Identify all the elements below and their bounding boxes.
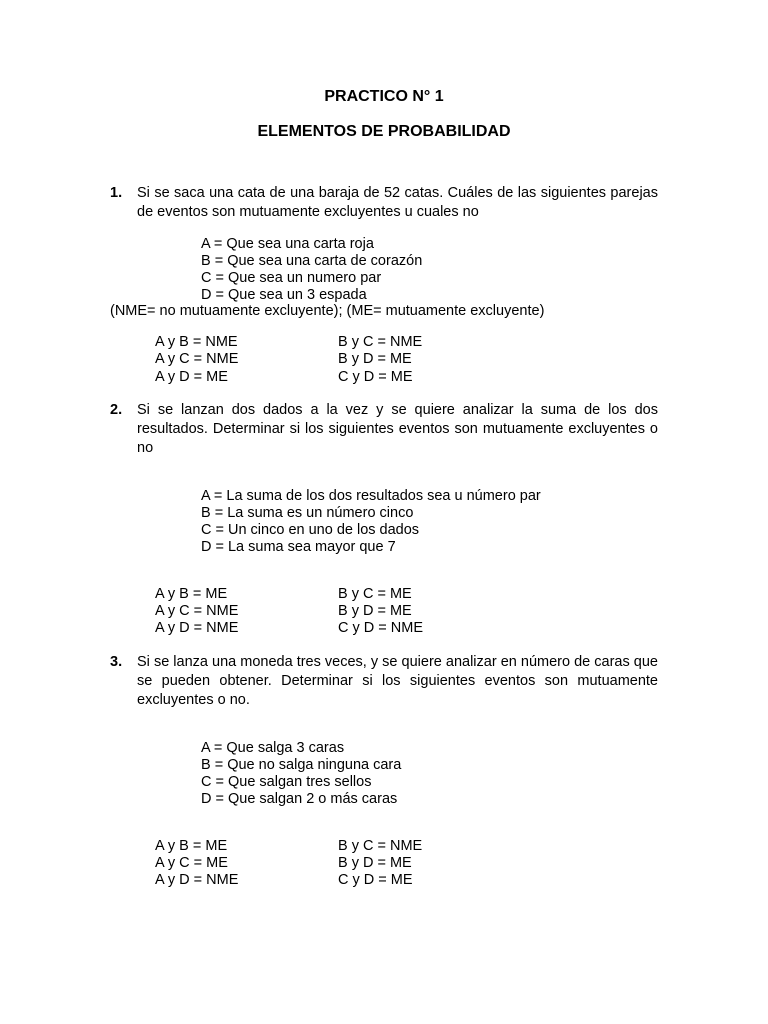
event-c: C = Que salgan tres sellos [201, 774, 372, 790]
question-2 [110, 401, 658, 458]
answer-b-d: B y D = ME [338, 603, 412, 619]
event-d: D = Que sea un 3 espada [201, 287, 367, 303]
answer-b-d: B y D = ME [338, 351, 412, 367]
answer-a-c: A y C = ME [155, 855, 228, 871]
answer-a-c: A y C = NME [155, 603, 239, 619]
answer-a-d: A y D = ME [155, 369, 228, 385]
question-text: Si se lanza una moneda tres veces, y se quiere analizar en número de caras que se pueden obtener. Determinar si los siguientes eventos son mutuamente excluyentes o no. [137, 654, 658, 708]
answer-b-d: B y D = ME [338, 855, 412, 871]
document-subtitle: ELEMENTOS DE PROBABILIDAD [257, 123, 511, 140]
abbreviation-note: (NME= no mutuamente excluyente); (ME= mutuamente excluyente) [110, 303, 545, 319]
event-c: C = Un cinco en uno de los dados [201, 522, 420, 538]
question-1 [110, 184, 658, 222]
answer-c-d: C y D = ME [338, 872, 413, 888]
answer-a-d: A y D = NME [155, 872, 239, 888]
event-d: D = Que salgan 2 o más caras [201, 791, 398, 807]
answer-b-c: B y C = NME [338, 334, 423, 350]
event-b: B = La suma es un número cinco [201, 505, 414, 521]
question-number: 2. [110, 402, 123, 418]
answer-a-b: A y B = NME [155, 334, 238, 350]
event-b: B = Que no salga ninguna cara [201, 757, 402, 773]
answer-a-c: A y C = NME [155, 351, 239, 367]
answer-b-c: B y C = NME [338, 838, 423, 854]
question-number: 3. [110, 654, 123, 670]
document-title: PRACTICO N° 1 [324, 88, 444, 105]
event-a: A = La suma de los dos resultados sea u número par [201, 488, 541, 504]
answer-b-c: B y C = ME [338, 586, 412, 602]
answer-c-d: C y D = NME [338, 620, 423, 636]
event-a: A = Que salga 3 caras [201, 740, 345, 756]
answer-a-d: A y D = NME [155, 620, 239, 636]
question-text: Si se saca una cata de una baraja de 52 catas. Cuáles de las siguientes parejas de eventos son mutuamente excluyentes u cuales no [137, 185, 658, 220]
question-3 [110, 653, 658, 710]
question-number: 1. [110, 185, 123, 201]
event-c: C = Que sea un numero par [201, 270, 382, 286]
event-a: A = Que sea una carta roja [201, 236, 374, 252]
event-d: D = La suma sea mayor que 7 [201, 539, 396, 555]
answer-a-b: A y B = ME [155, 838, 228, 854]
answer-a-b: A y B = ME [155, 586, 228, 602]
question-text: Si se lanzan dos dados a la vez y se quiere analizar la suma de los dos resultados. Determinar si los siguientes eventos son mutuamente excluyentes o no [137, 402, 658, 456]
event-b: B = Que sea una carta de corazón [201, 253, 423, 269]
answer-c-d: C y D = ME [338, 369, 413, 385]
